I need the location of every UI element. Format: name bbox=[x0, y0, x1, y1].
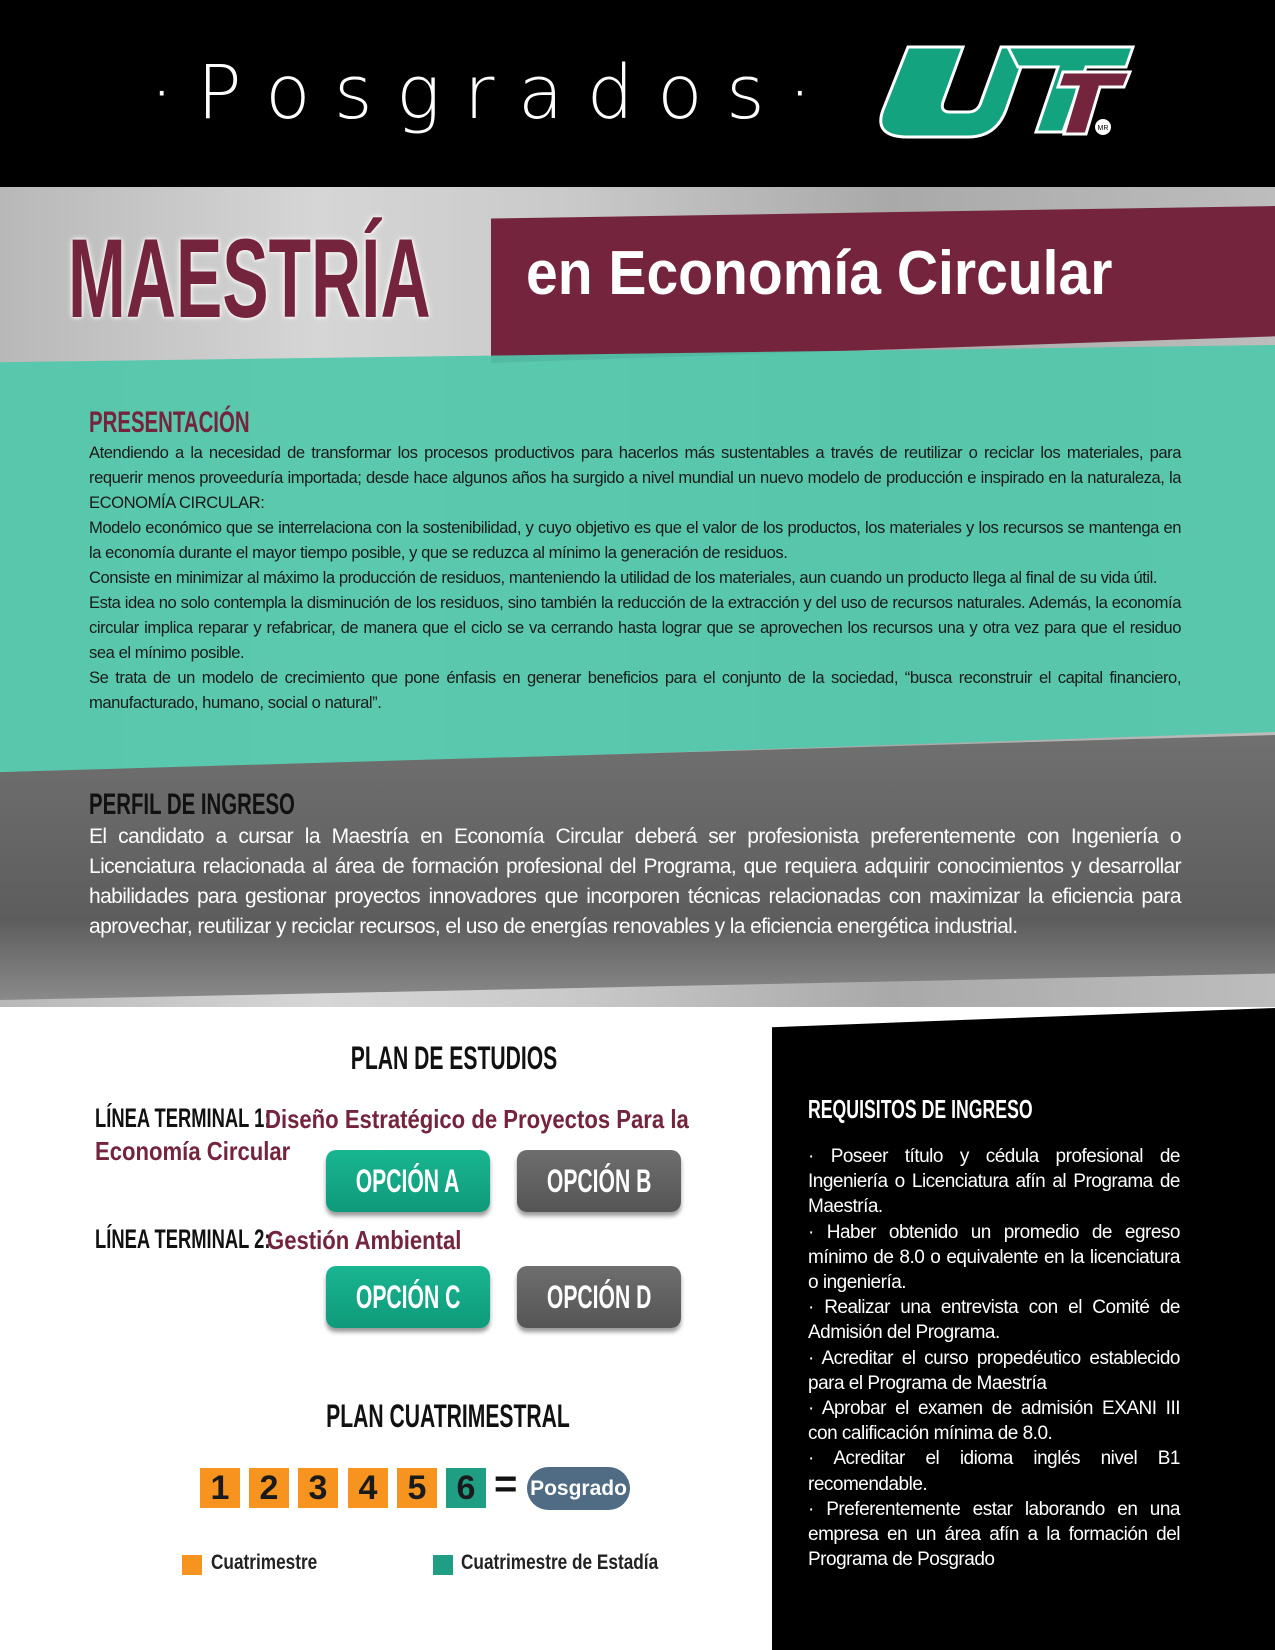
period-box: 5 bbox=[397, 1468, 437, 1508]
option-d-button[interactable] bbox=[517, 1266, 681, 1328]
list-item: · Aprobar el examen de admisión EXANI III con calificación mínima de 8.0. bbox=[808, 1398, 1180, 1445]
list-item: · Acreditar el idioma inglés nivel B1 recomendable. bbox=[808, 1448, 1180, 1495]
perfil-heading: PERFIL DE INGRESO bbox=[89, 788, 295, 821]
legend-label: Cuatrimestre bbox=[211, 1551, 318, 1574]
period-box: 2 bbox=[249, 1468, 289, 1508]
linea-label: LÍNEA TERMINAL 2: bbox=[95, 1224, 271, 1254]
paragraph: Atendiendo a la necesidad de transformar los procesos productivos para hacerlos más sustentables a través de reutilizar o reciclar los materiales, para requerir menos proveeduría importada; desde hace algunos años ha surgido a nivel mundial un nuevo modelo de producción e inspirado en la naturaleza, la ECONOMÍA CIRCULAR: bbox=[89, 443, 1181, 512]
linea-value: Gestión Ambiental bbox=[267, 1225, 462, 1255]
linea-label: LÍNEA TERMINAL 1: bbox=[95, 1103, 271, 1133]
legend-swatch-cuatrimestre bbox=[182, 1555, 202, 1575]
paragraph: Se trata de un modelo de crecimiento que pone énfasis en generar beneficios para el conjunto de la sociedad, “busca reconstruir el capital financiero, manufacturado, humano, social o natural”. bbox=[89, 668, 1181, 712]
linea-value: Diseño Estratégico de Proyectos Para la bbox=[265, 1104, 689, 1134]
cuatrimestral-heading: PLAN CUATRIMESTRAL bbox=[326, 1398, 570, 1434]
requisitos-list bbox=[808, 1144, 1180, 1572]
program-title: MAESTRÍA bbox=[68, 216, 431, 341]
period-box: 4 bbox=[348, 1468, 388, 1508]
option-c-button[interactable] bbox=[326, 1266, 490, 1328]
legend-label: Cuatrimestre de Estadía bbox=[461, 1551, 659, 1574]
utt-logo bbox=[868, 42, 1138, 142]
period-box: 3 bbox=[298, 1468, 338, 1508]
list-item: · Preferentemente estar laborando en una empresa en un área afín a la formación del Programa de Posgrado bbox=[808, 1498, 1180, 1571]
legend-swatch-estadia bbox=[433, 1555, 453, 1575]
posgrado-pill: Posgrado bbox=[527, 1467, 630, 1510]
presentacion-heading: PRESENTACIÓN bbox=[89, 406, 250, 439]
paragraph: Consiste en minimizar al máximo la producción de residuos, manteniendo la utilidad de los materiales, aun cuando un producto llega al final de su vida útil. bbox=[89, 568, 1158, 587]
list-item: · Poseer título y cédula profesional de Ingeniería o Licenciatura afín al Programa de Maestría. bbox=[808, 1146, 1180, 1218]
plan-heading: PLAN DE ESTUDIOS bbox=[350, 1040, 558, 1076]
option-label: OPCIÓN B bbox=[546, 1162, 652, 1199]
paragraph: Modelo económico que se interrelaciona con la sostenibilidad, y cuyo objetivo es que el valor de los productos, los materiales y los recursos se mantenga en la economía durante el mayor tiempo posible, y que se reduzca al mínimo la generación de residuos. bbox=[89, 518, 1181, 562]
option-b-button[interactable] bbox=[517, 1150, 681, 1212]
program-subtitle: en Economía Circular bbox=[526, 239, 1113, 308]
period-box-estadia: 6 bbox=[446, 1468, 486, 1508]
equals-sign: = bbox=[494, 1462, 518, 1506]
list-item: · Haber obtenido un promedio de egreso mínimo de 8.0 o equivalente en la licenciatura o ingeniería. bbox=[808, 1221, 1180, 1294]
option-label: OPCIÓN C bbox=[355, 1278, 461, 1315]
linea-value-cont: Economía Circular bbox=[95, 1136, 291, 1166]
paragraph: Esta idea no solo contempla la disminución de los residuos, sino también la reducción de la extracción y del uso de recursos naturales. Además, la economía circular implica reparar y refabricar, de manera que el ciclo se va cerrando hasta lograr que se aprovechen los recursos una y otra vez para que el residuo sea el mínimo posible. bbox=[89, 593, 1181, 662]
perfil-body: El candidato a cursar la Maestría en Economía Circular deberá ser profesionista preferentemente con Ingeniería o Licenciatura relacionada al área de formación profesional del Programa, que requiera adquirir conocimientos y desarrollar habilidades para gestionar proyectos innovadores que incorporen técnicas relacionadas con maximizar la eficiencia para aprovechar, reutilizar y reciclar recursos, el uso de energías renovables y la eficiencia energética industrial. bbox=[89, 825, 1181, 938]
list-item: · Realizar una entrevista con el Comité de Admisión del Programa. bbox=[808, 1297, 1180, 1344]
period-box: 1 bbox=[200, 1468, 240, 1508]
requisitos-heading: REQUISITOS DE INGRESO bbox=[808, 1094, 1033, 1124]
option-label: OPCIÓN D bbox=[546, 1278, 652, 1315]
svg-text:MR: MR bbox=[1097, 125, 1109, 132]
option-label: OPCIÓN A bbox=[356, 1162, 460, 1199]
header-title: · P o s g r a d o s · bbox=[150, 50, 812, 136]
list-item: · Acreditar el curso propedéutico establecido para el Programa de Maestría bbox=[808, 1347, 1180, 1394]
option-a-button[interactable] bbox=[326, 1150, 490, 1212]
presentacion-body bbox=[89, 440, 1181, 715]
